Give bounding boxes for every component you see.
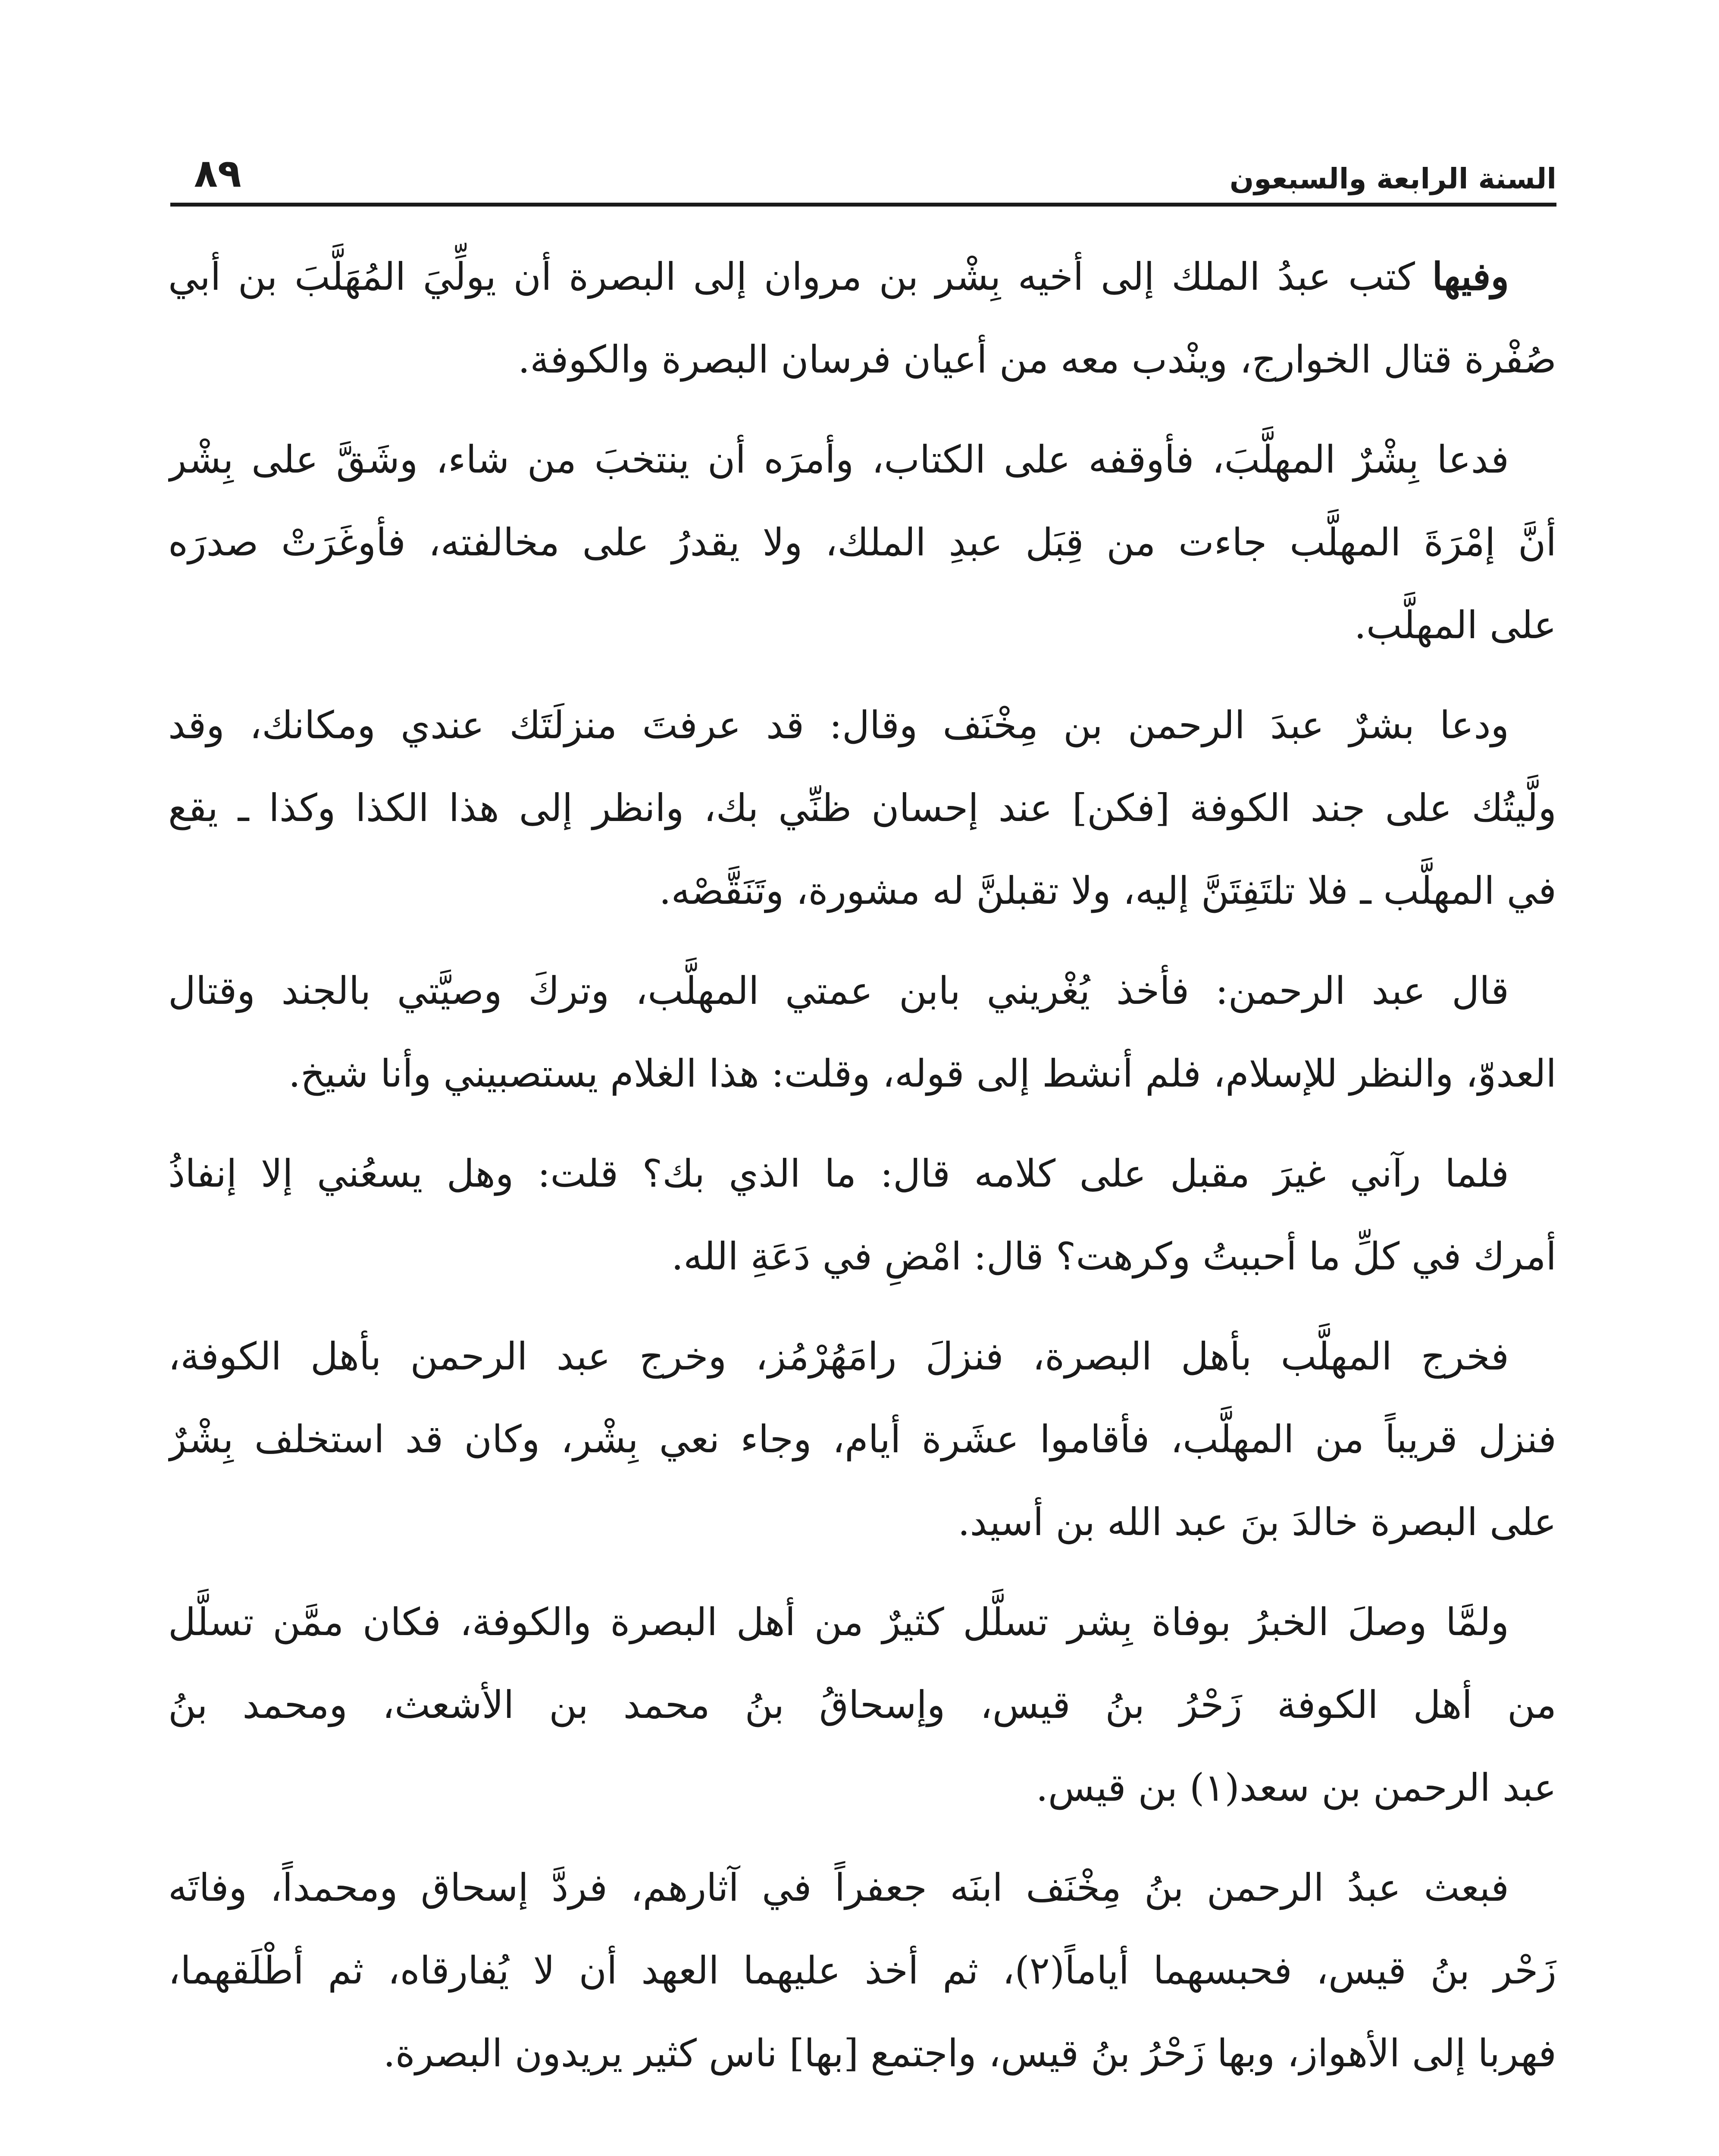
paragraph <box>168 1581 1556 1829</box>
text-line: ودعا بشرٌ عبدَ الرحمن بن مِخْنَف وقال: قد عرفتَ منزلَتَك عندي ومكانك، وقد <box>168 703 1509 747</box>
paragraph <box>168 235 1556 401</box>
text-line: في المهلَّب ـ فلا تلتَفِتَنَّ إليه، ولا تقبلنَّ له مشورة، وتَنَقَّصْه. <box>659 868 1556 913</box>
text-line <box>168 235 1556 318</box>
text-line: على البصرة خالدَ بنَ عبد الله بن أسيد. <box>958 1500 1556 1544</box>
text-line: صُفْرة قتال الخوارج، وينْدب معه من أعيان فرسان البصرة والكوفة. <box>518 337 1556 382</box>
body-text <box>168 235 1556 2112</box>
text-line: قال عبد الرحمن: فأخذ يُغْريني بابن عمتي المهلَّب، وتركَ وصيَّتي بالجند وقتال <box>168 968 1509 1013</box>
paragraph <box>168 1846 1556 2095</box>
text-line: فخرج المهلَّب بأهل البصرة، فنزلَ رامَهُرْمُز، وخرج عبد الرحمن بأهل الكوفة، <box>168 1334 1509 1379</box>
text-line: فبعث عبدُ الرحمن بنُ مِخْنَف ابنَه جعفراً في آثارهم، فردَّ إسحاق ومحمداً، وفاتَه <box>168 1865 1509 1910</box>
page-number: ٨٩ <box>194 151 241 196</box>
chapter-title: السنة الرابعة والسبعون <box>1229 162 1556 195</box>
paragraph <box>168 1132 1556 1298</box>
text-line-content: كتب عبدُ الملك إلى أخيه بِشْر بن مروان إلى البصرة أن يولِّيَ المُهَلَّبَ بن أبي <box>168 254 1415 299</box>
text-line: العدوّ، والنظر للإسلام، فلم أنشط إلى قوله، وقلت: هذا الغلام يستصبيني وأنا شيخ. <box>288 1051 1556 1096</box>
text-line: أمرك في كلِّ ما أحببتُ وكرهت؟ قال: امْضِ في دَعَةِ الله. <box>671 1234 1556 1279</box>
paragraph-lead-word: وفيها <box>1432 254 1509 299</box>
text-line: من أهل الكوفة زَحْرُ بنُ قيس، وإسحاقُ بنُ محمد بن الأشعث، ومحمد بنُ <box>168 1683 1556 1727</box>
paragraph <box>168 950 1556 1115</box>
text-line: زَحْر بنُ قيس، فحبسهما أياماً(٢)، ثم أخذ عليهما العهد أن لا يُفارقاه، ثم أطْلَقهما، <box>168 1948 1556 1993</box>
text-line: أنَّ إمْرَةَ المهلَّب جاءت من قِبَل عبدِ الملك، ولا يقدرُ على مخالفته، فأوغَرَتْ صدرَه <box>168 520 1556 564</box>
text-line: فهربا إلى الأهواز، وبها زَحْرُ بنُ قيس، واجتمع [بها] ناس كثير يريدون البصرة. <box>383 2031 1556 2075</box>
text-line: عبد الرحمن بن سعد(١) بن قيس. <box>1036 1765 1556 1810</box>
text-line: ولمَّا وصلَ الخبرُ بوفاة بِشر تسلَّل كثيرٌ من أهل البصرة والكوفة، فكان ممَّن تسلَّل <box>168 1600 1509 1644</box>
text-line: فدعا بِشْرٌ المهلَّبَ، فأوقفه على الكتاب، وأمرَه أن ينتخبَ من شاء، وشَقَّ على بِشْر <box>168 437 1509 482</box>
paragraph <box>168 418 1556 667</box>
text-line: ولَّيتُك على جند الكوفة [فكن] عند إحسان ظنِّي بك، وانظر إلى هذا الكذا وكذا ـ يقع <box>168 786 1556 830</box>
text-line: فنزل قريباً من المهلَّب، فأقاموا عشَرة أيام، وجاء نعي بِشْر، وكان قد استخلف بِشْرٌ <box>168 1417 1556 1461</box>
running-header <box>170 129 1556 207</box>
text-line: على المهلَّب. <box>1354 603 1556 647</box>
text-line: فلما رآني غيرَ مقبل على كلامه قال: ما الذي بك؟ قلت: وهل يسعُني إلا إنفاذُ <box>168 1151 1509 1196</box>
paragraph <box>168 684 1556 932</box>
paragraph <box>168 1315 1556 1564</box>
